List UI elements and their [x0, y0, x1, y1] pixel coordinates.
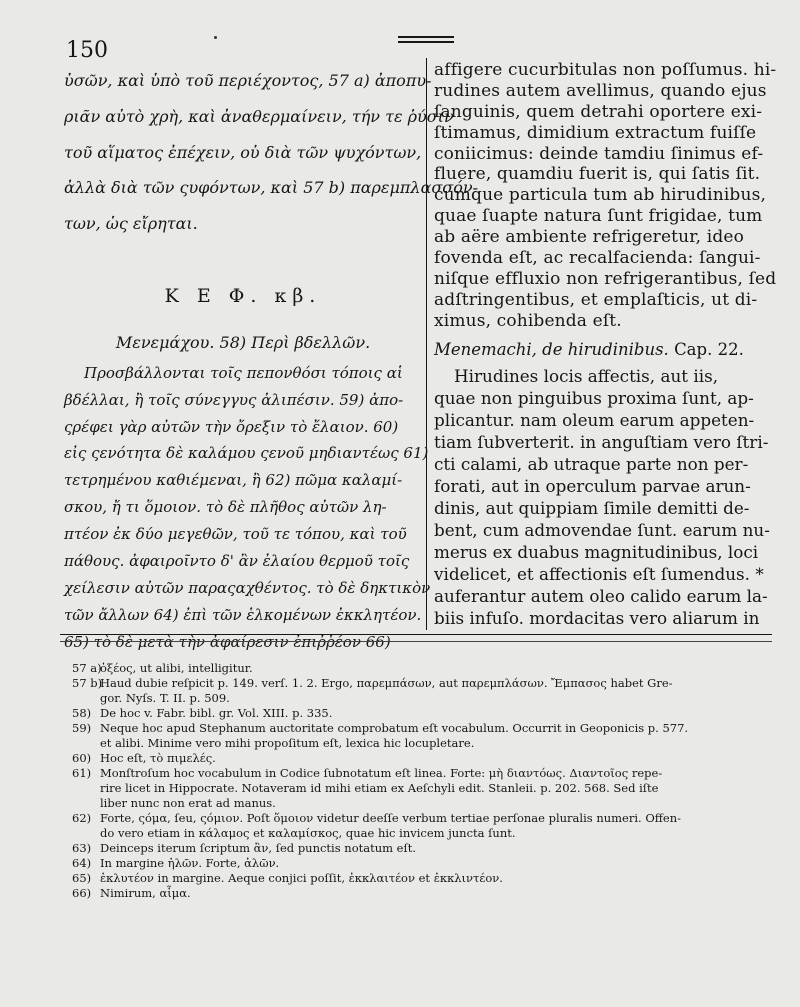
latin-line: videlicet, et affectionis eſt ſumendus. *	[434, 564, 764, 584]
latin-line: quae non pinguibus proxima ſunt, ap-	[434, 387, 754, 408]
footnote-mark: 60)	[72, 751, 92, 765]
footnotes	[72, 661, 780, 901]
footnote-mark: 63)	[72, 841, 92, 855]
footnote	[72, 751, 780, 766]
latin-column	[434, 60, 777, 629]
footnote-mark: 61)	[72, 766, 92, 780]
header-ornament-rule	[398, 36, 454, 43]
footnote-text: Nimirum, αἷμα.	[100, 886, 191, 900]
footnote-mark: 62)	[72, 811, 92, 825]
greek-line: πτέον ἐκ δύο μεγεθῶν, τοῦ τε τόπου, καὶ τοῦ	[64, 525, 407, 544]
footnote-separator	[60, 634, 772, 635]
latin-chapter-title: Menemachi, de hirudinibus.	[434, 339, 669, 359]
latin-line: ab aëre ambiente refrigeretur, ideo	[434, 227, 744, 248]
greek-chapter-subheading: Μενεμάχου. 58) Περὶ βδελλῶν.	[115, 332, 371, 352]
footnote	[72, 766, 780, 811]
latin-line: plicantur. nam oleum earum appeten-	[434, 409, 755, 430]
footnote-mark: 66)	[72, 886, 92, 900]
greek-line: εἰς ςενότητα δὲ καλάμου ςενοῦ μηδιαντέως 61)	[64, 444, 429, 463]
footnote-text: In margine ἡλῶν. Forte, ἀλῶν.	[100, 856, 280, 870]
latin-line: fluere, quamdiu fuerit is, qui ſatis ſit.	[434, 164, 761, 185]
greek-chapter-heading: Κ Ε Φ. κβ.	[164, 284, 322, 307]
page-number: 150	[66, 38, 108, 63]
column-divider	[426, 58, 427, 630]
latin-line: ximus, cohibenda eſt.	[434, 310, 622, 331]
footnote-mark: 64)	[72, 856, 92, 870]
greek-line: χείλεσιν αὐτῶν παραςαχθέντος. τὸ δὲ δηκτικὸν	[64, 578, 431, 597]
footnote	[72, 886, 780, 901]
footnote-text: Monſtroſum hoc vocabulum in Codice ſubnotatum eſt linea. Forte: μὴ διαντόως. Διαντοῖος repe- rire licet in Hippocrate. Notaveram id mihi etiam ex Aeſchyli edit. Stanleii. p. 202. 568. Sed iſte liber nunc non erat ad manus.	[100, 766, 663, 810]
footnote-text: Haud dubie reſpicit p. 149. verſ. 1. 2. Ergo, παρεμπάσων, aut παρεμπλάσων. Ἔμπασος habet Gre- gor. Nyſs. T. II. p. 509.	[100, 676, 673, 705]
footnote-mark: 57 b)	[72, 676, 103, 690]
latin-line: affigere cucurbitulas non poſſumus. hi-	[434, 60, 777, 80]
footnote-mark: 65)	[72, 871, 92, 885]
latin-line: quae ſuapte natura ſunt frigidae, tum	[434, 206, 763, 227]
latin-line: ſtimamus, dimidium extractum fuiſſe	[434, 122, 757, 143]
footnote-text: Neque hoc apud Stephanum auctoritate comprobatum eſt vocabulum. Occurrit in Geoponicis p. 577. et alibi. Minime vero mihi propoſitum eſt, lexica hic locupletare.	[100, 721, 689, 750]
footnote	[72, 721, 780, 751]
latin-line: niſque effluxio non refrigerantibus, ſed	[434, 268, 777, 289]
greek-column	[64, 62, 478, 656]
greek-line: ἀλλὰ διὰ τῶν ςυφόντων, καὶ 57 b) παρεμπλασσόν-	[64, 178, 478, 198]
latin-line: biis infuſo. mordacitas vero aliarum in	[434, 608, 760, 629]
greek-line: πάθους. ἀφαιροῖντο δ' ἂν ἐλαίου θερμοῦ τοῖς	[64, 551, 410, 570]
footnote	[72, 706, 780, 721]
footnote-mark: 57 a)	[72, 661, 102, 675]
footnote-mark: 59)	[72, 721, 92, 735]
greek-line: τοῦ αἵματος ἐπέχειν, οὐ διὰ τῶν ψυχόντων,	[64, 142, 422, 162]
greek-line: τῶν ἄλλων 64) ἐπὶ τῶν ἑλκομένων ἐκκλητέον.	[64, 605, 422, 624]
latin-line: cumque particula tum ab hirudinibus,	[434, 185, 766, 206]
latin-line: bent, cum admovendae ſunt. earum nu-	[434, 519, 770, 540]
latin-chapter-number: Cap. 22.	[674, 339, 744, 359]
latin-line: Hirudines locis affectis, aut iis,	[454, 365, 719, 386]
latin-line: adſtringentibus, et emplaſticis, ut di-	[434, 289, 758, 310]
footnote-text: Deinceps iterum ſcriptum ἂν, ſed punctis notatum eſt.	[100, 841, 417, 855]
latin-chapter-heading	[434, 336, 768, 363]
greek-line: τετρημένου καθιέμεναι, ἢ 62) πῶμα καλαμί-	[64, 471, 403, 490]
footnote	[72, 841, 780, 856]
latin-line: merus ex duabus magnitudinibus, loci	[434, 541, 759, 562]
greek-line: βδέλλαι, ἢ τοῖς σύνεγγυς ἀλιπέσιν. 59) ἀπο-	[64, 390, 404, 409]
greek-line: των, ὡς εἴρηται.	[64, 214, 198, 234]
latin-line: rudines autem avellimus, quando ejus	[434, 80, 767, 101]
greek-line: ὐσῶν, καὶ ὑπὸ τοῦ περιέχοντος, 57 a) ἀποπυ-	[64, 71, 432, 90]
latin-line: auferantur autem oleo calido earum la-	[434, 586, 768, 607]
greek-line: 65) τὸ δὲ μετὰ τὴν ἀφαίρεσιν ἐπιῤῥέον 66)	[64, 632, 391, 651]
footnote-separator-thin	[60, 641, 772, 642]
footnote-text: De hoc v. Fabr. bibl. gr. Vol. XIII. p. 335.	[100, 706, 333, 720]
footnote	[72, 871, 780, 886]
footnote-text: ὀξέος, ut alibi, intelligitur.	[100, 661, 253, 675]
ink-speck	[214, 36, 217, 39]
footnote	[72, 676, 780, 706]
latin-line: dinis, aut quippiam ſimile demitti de-	[434, 497, 750, 518]
footnote	[72, 661, 780, 676]
footnote	[72, 811, 780, 841]
footnote-text: Forte, ςόμα, ſeu, ςόμιον. Poſt ὅμοιον videtur deeſſe verbum tertiae perſonae pluralis numeri. Offen- do vero etiam in κάλαμος et καλαμίσκος, quae hic invicem juncta ſunt.	[100, 811, 682, 840]
footnote	[72, 856, 780, 871]
latin-line: tiam ſubverterit. in anguſtiam vero ſtri-	[434, 431, 769, 452]
latin-line: forati, aut in operculum parvae arun-	[434, 475, 751, 496]
footnote-text: Hoc eſt, τὸ πιμελές.	[100, 751, 216, 765]
greek-line: ςρέφει γὰρ αὐτῶν τὴν ὄρεξιν τὸ ἔλαιον. 60)	[64, 417, 399, 436]
latin-line: coniicimus: deinde tamdiu ſinimus ef-	[434, 143, 764, 164]
greek-line: Προσβάλλονται τοῖς πεπονθόσι τόποις αἱ	[84, 363, 403, 382]
latin-line: ſanguinis, quem detrahi oportere exi-	[434, 101, 763, 122]
latin-line: cti calami, ab utraque parte non per-	[434, 453, 749, 474]
greek-line: ριᾶν αὐτὸ χρὴ, καὶ ἀναθερμαίνειν, τήν τε ῥύσιν	[64, 107, 454, 126]
footnote-text: ἐκλυτέον in margine. Aeque conjici poſſit, ἐκκλαιτέον et ἐκκλιντέον.	[100, 871, 503, 885]
latin-line: fovenda eſt, ac recalfacienda: ſangui-	[434, 248, 761, 269]
footnote-mark: 58)	[72, 706, 92, 720]
greek-line: σκου, ἤ τι ὅμοιον. τὸ δὲ πλῆθος αὐτῶν λη-	[64, 498, 387, 517]
